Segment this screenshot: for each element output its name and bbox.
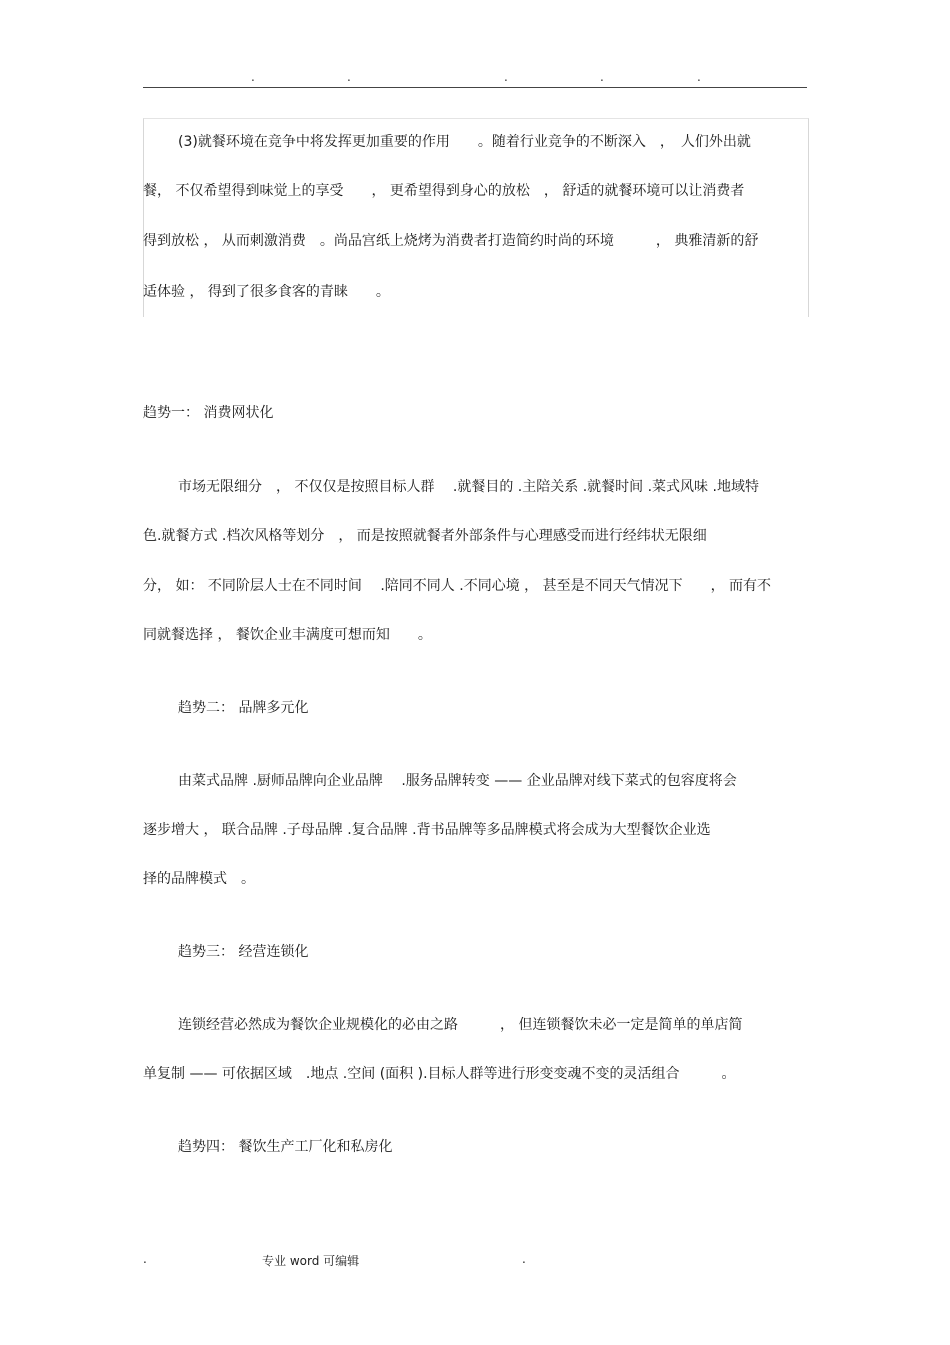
trend-4-heading: 趋势四： 餐饮生产工厂化和私房化 — [178, 1139, 393, 1155]
header-dot: . — [600, 70, 604, 84]
header-dot: . — [251, 70, 255, 84]
header-rule — [143, 87, 807, 88]
paragraph-line: 同就餐选择 ， 餐饮企业丰满度可想而知 。 — [143, 627, 432, 643]
paragraph-line: 逐步增大 ， 联合品牌 .子母品牌 .复合品牌 .背书品牌等多品牌模式将会成为大型餐饮企业选 — [143, 822, 711, 838]
paragraph-line: 色.就餐方式 .档次风格等划分 ， 而是按照就餐者外部条件与心理感受而进行经纬状无限细 — [143, 528, 707, 544]
paragraph-line: 连锁经营必然成为餐饮企业规模化的必由之路 ， 但连锁餐饮未必一定是简单的单店简 — [178, 1017, 743, 1033]
paragraph-line: (3)就餐环境在竞争中将发挥更加重要的作用 。随着行业竞争的不断深入 ， 人们外出就 — [178, 134, 751, 150]
trend-1-heading: 趋势一： 消费网状化 — [143, 405, 274, 421]
paragraph-line: 餐， 不仅希望得到味觉上的享受 ， 更希望得到身心的放松 ， 舒适的就餐环境可以让消费者 — [143, 183, 745, 199]
footer-dot-right: . — [522, 1252, 526, 1266]
paragraph-line: 市场无限细分 ， 不仅仅是按照目标人群 .就餐目的 .主陪关系 .就餐时间 .菜式风味 .地域特 — [178, 479, 759, 495]
footer-dot-left: . — [143, 1252, 147, 1266]
trend-3-heading: 趋势三： 经营连锁化 — [178, 944, 309, 960]
footer-label: 专业 word 可编辑 — [262, 1254, 360, 1268]
header-dot: . — [504, 70, 508, 84]
header-dot: . — [347, 70, 351, 84]
trend-2-heading: 趋势二： 品牌多元化 — [178, 700, 309, 716]
paragraph-line: 由菜式品牌 .厨师品牌向企业品牌 .服务品牌转变 —— 企业品牌对线下菜式的包容度将会 — [178, 773, 737, 789]
paragraph-line: 单复制 —— 可依据区域 .地点 .空间 (面积 ).目标人群等进行形变变魂不变的灵活组合 。 — [143, 1066, 736, 1082]
paragraph-line: 分， 如： 不同阶层人士在不同时间 .陪同不同人 .不同心境 ， 甚至是不同天气情况下 ， 而有不 — [143, 578, 772, 594]
page-header-dots — [0, 70, 950, 86]
paragraph-line: 得到放松 ， 从而刺激消费 。尚品宫纸上烧烤为消费者打造简约时尚的环境 ， 典雅清新的舒 — [143, 233, 759, 249]
header-dot: . — [697, 70, 701, 84]
paragraph-line: 择的品牌模式 。 — [143, 871, 255, 887]
paragraph-line: 适体验 ， 得到了很多食客的青睐 。 — [143, 284, 390, 300]
